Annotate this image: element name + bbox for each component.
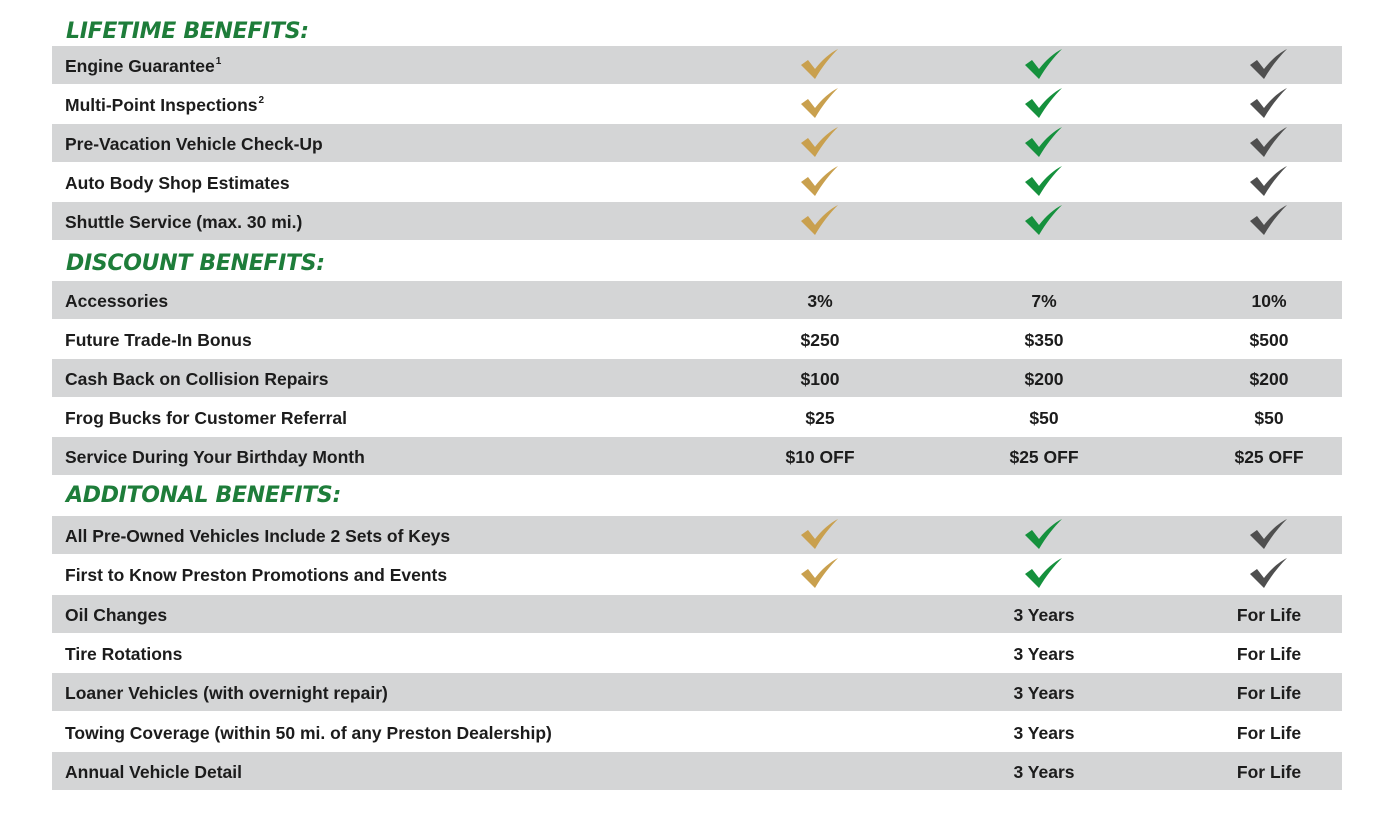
- table-row: [52, 713, 1342, 751]
- tier-2-value: 3 Years: [1013, 762, 1075, 782]
- table-row: [52, 595, 1342, 633]
- tier-2-value: $350: [1024, 330, 1064, 350]
- tier-1-value: $10 OFF: [785, 447, 855, 467]
- tier-1-value: $250: [800, 330, 840, 350]
- row-label: Future Trade-In Bonus: [65, 330, 252, 350]
- row-label: [65, 46, 221, 84]
- row-label: Loaner Vehicles (with overnight repair): [65, 683, 388, 703]
- tier-2-value: $50: [1029, 408, 1059, 428]
- gold-check-icon: [800, 126, 840, 160]
- tier-3-value: $500: [1249, 330, 1289, 350]
- table-row: [52, 359, 1342, 397]
- gray-check-icon: [1249, 48, 1289, 82]
- tier-3-value: For Life: [1236, 683, 1302, 703]
- gold-check-icon: [800, 165, 840, 199]
- row-label: Pre-Vacation Vehicle Check-Up: [65, 134, 323, 154]
- footnote-marker: 1: [215, 56, 222, 67]
- table-row: [52, 46, 1342, 84]
- gold-check-icon: [800, 204, 840, 238]
- gray-check-icon: [1249, 87, 1289, 121]
- tier-3-value: For Life: [1236, 605, 1302, 625]
- section-heading-lifetime: LIFETIME BENEFITS:: [66, 19, 309, 44]
- table-row: [52, 516, 1342, 554]
- tier-3-value: $50: [1254, 408, 1284, 428]
- table-row: [52, 752, 1342, 790]
- tier-2-value: 3 Years: [1013, 723, 1075, 743]
- tier-2-value: 7%: [1031, 291, 1057, 311]
- table-row: [52, 673, 1342, 711]
- gold-check-icon: [800, 87, 840, 121]
- table-row: [52, 634, 1342, 672]
- table-row: [52, 437, 1342, 475]
- gray-check-icon: [1249, 557, 1289, 591]
- tier-1-value: $100: [800, 369, 840, 389]
- tier-2-value: 3 Years: [1013, 644, 1075, 664]
- row-label: Auto Body Shop Estimates: [65, 173, 290, 193]
- tier-1-value: $25: [805, 408, 835, 428]
- tier-1-value: 3%: [807, 291, 833, 311]
- row-label-text: Multi-Point Inspections: [65, 95, 258, 115]
- green-check-icon: [1024, 557, 1064, 591]
- row-label: [65, 85, 264, 123]
- row-label: Towing Coverage (within 50 mi. of any Preston Dealership): [65, 723, 552, 743]
- row-label: Cash Back on Collision Repairs: [65, 369, 329, 389]
- green-check-icon: [1024, 518, 1064, 552]
- row-label: Shuttle Service (max. 30 mi.): [65, 212, 303, 232]
- green-check-icon: [1024, 126, 1064, 160]
- row-label-text: Engine Guarantee: [65, 56, 215, 76]
- gold-check-icon: [800, 557, 840, 591]
- table-row: [52, 124, 1342, 162]
- gray-check-icon: [1249, 126, 1289, 160]
- row-label: All Pre-Owned Vehicles Include 2 Sets of Keys: [65, 526, 451, 546]
- green-check-icon: [1024, 48, 1064, 82]
- tier-3-value: For Life: [1236, 762, 1302, 782]
- row-label: Tire Rotations: [65, 644, 183, 664]
- table-row: [52, 320, 1342, 358]
- tier-2-value: $25 OFF: [1009, 447, 1079, 467]
- tier-2-value: $200: [1024, 369, 1064, 389]
- table-row: [52, 398, 1342, 436]
- table-row: [52, 555, 1342, 593]
- tier-3-value: For Life: [1236, 723, 1302, 743]
- footnote-marker: 2: [258, 95, 265, 106]
- gray-check-icon: [1249, 165, 1289, 199]
- table-row: [52, 163, 1342, 201]
- section-heading-discount: DISCOUNT BENEFITS:: [66, 251, 325, 276]
- green-check-icon: [1024, 204, 1064, 238]
- row-label: Service During Your Birthday Month: [65, 447, 365, 467]
- gray-check-icon: [1249, 204, 1289, 238]
- tier-3-value: $200: [1249, 369, 1289, 389]
- row-label: Oil Changes: [65, 605, 168, 625]
- table-row: [52, 281, 1342, 319]
- tier-2-value: 3 Years: [1013, 605, 1075, 625]
- table-row: [52, 85, 1342, 123]
- gray-check-icon: [1249, 518, 1289, 552]
- row-label: Accessories: [65, 291, 169, 311]
- tier-3-value: 10%: [1251, 291, 1287, 311]
- gold-check-icon: [800, 518, 840, 552]
- gold-check-icon: [800, 48, 840, 82]
- tier-2-value: 3 Years: [1013, 683, 1075, 703]
- green-check-icon: [1024, 87, 1064, 121]
- row-label: Annual Vehicle Detail: [65, 762, 242, 782]
- row-label: First to Know Preston Promotions and Events: [65, 565, 448, 585]
- section-heading-additional: ADDITONAL BENEFITS:: [66, 483, 341, 508]
- row-label: Frog Bucks for Customer Referral: [65, 408, 348, 428]
- tier-3-value: For Life: [1236, 644, 1302, 664]
- table-row: [52, 202, 1342, 240]
- green-check-icon: [1024, 165, 1064, 199]
- tier-3-value: $25 OFF: [1234, 447, 1304, 467]
